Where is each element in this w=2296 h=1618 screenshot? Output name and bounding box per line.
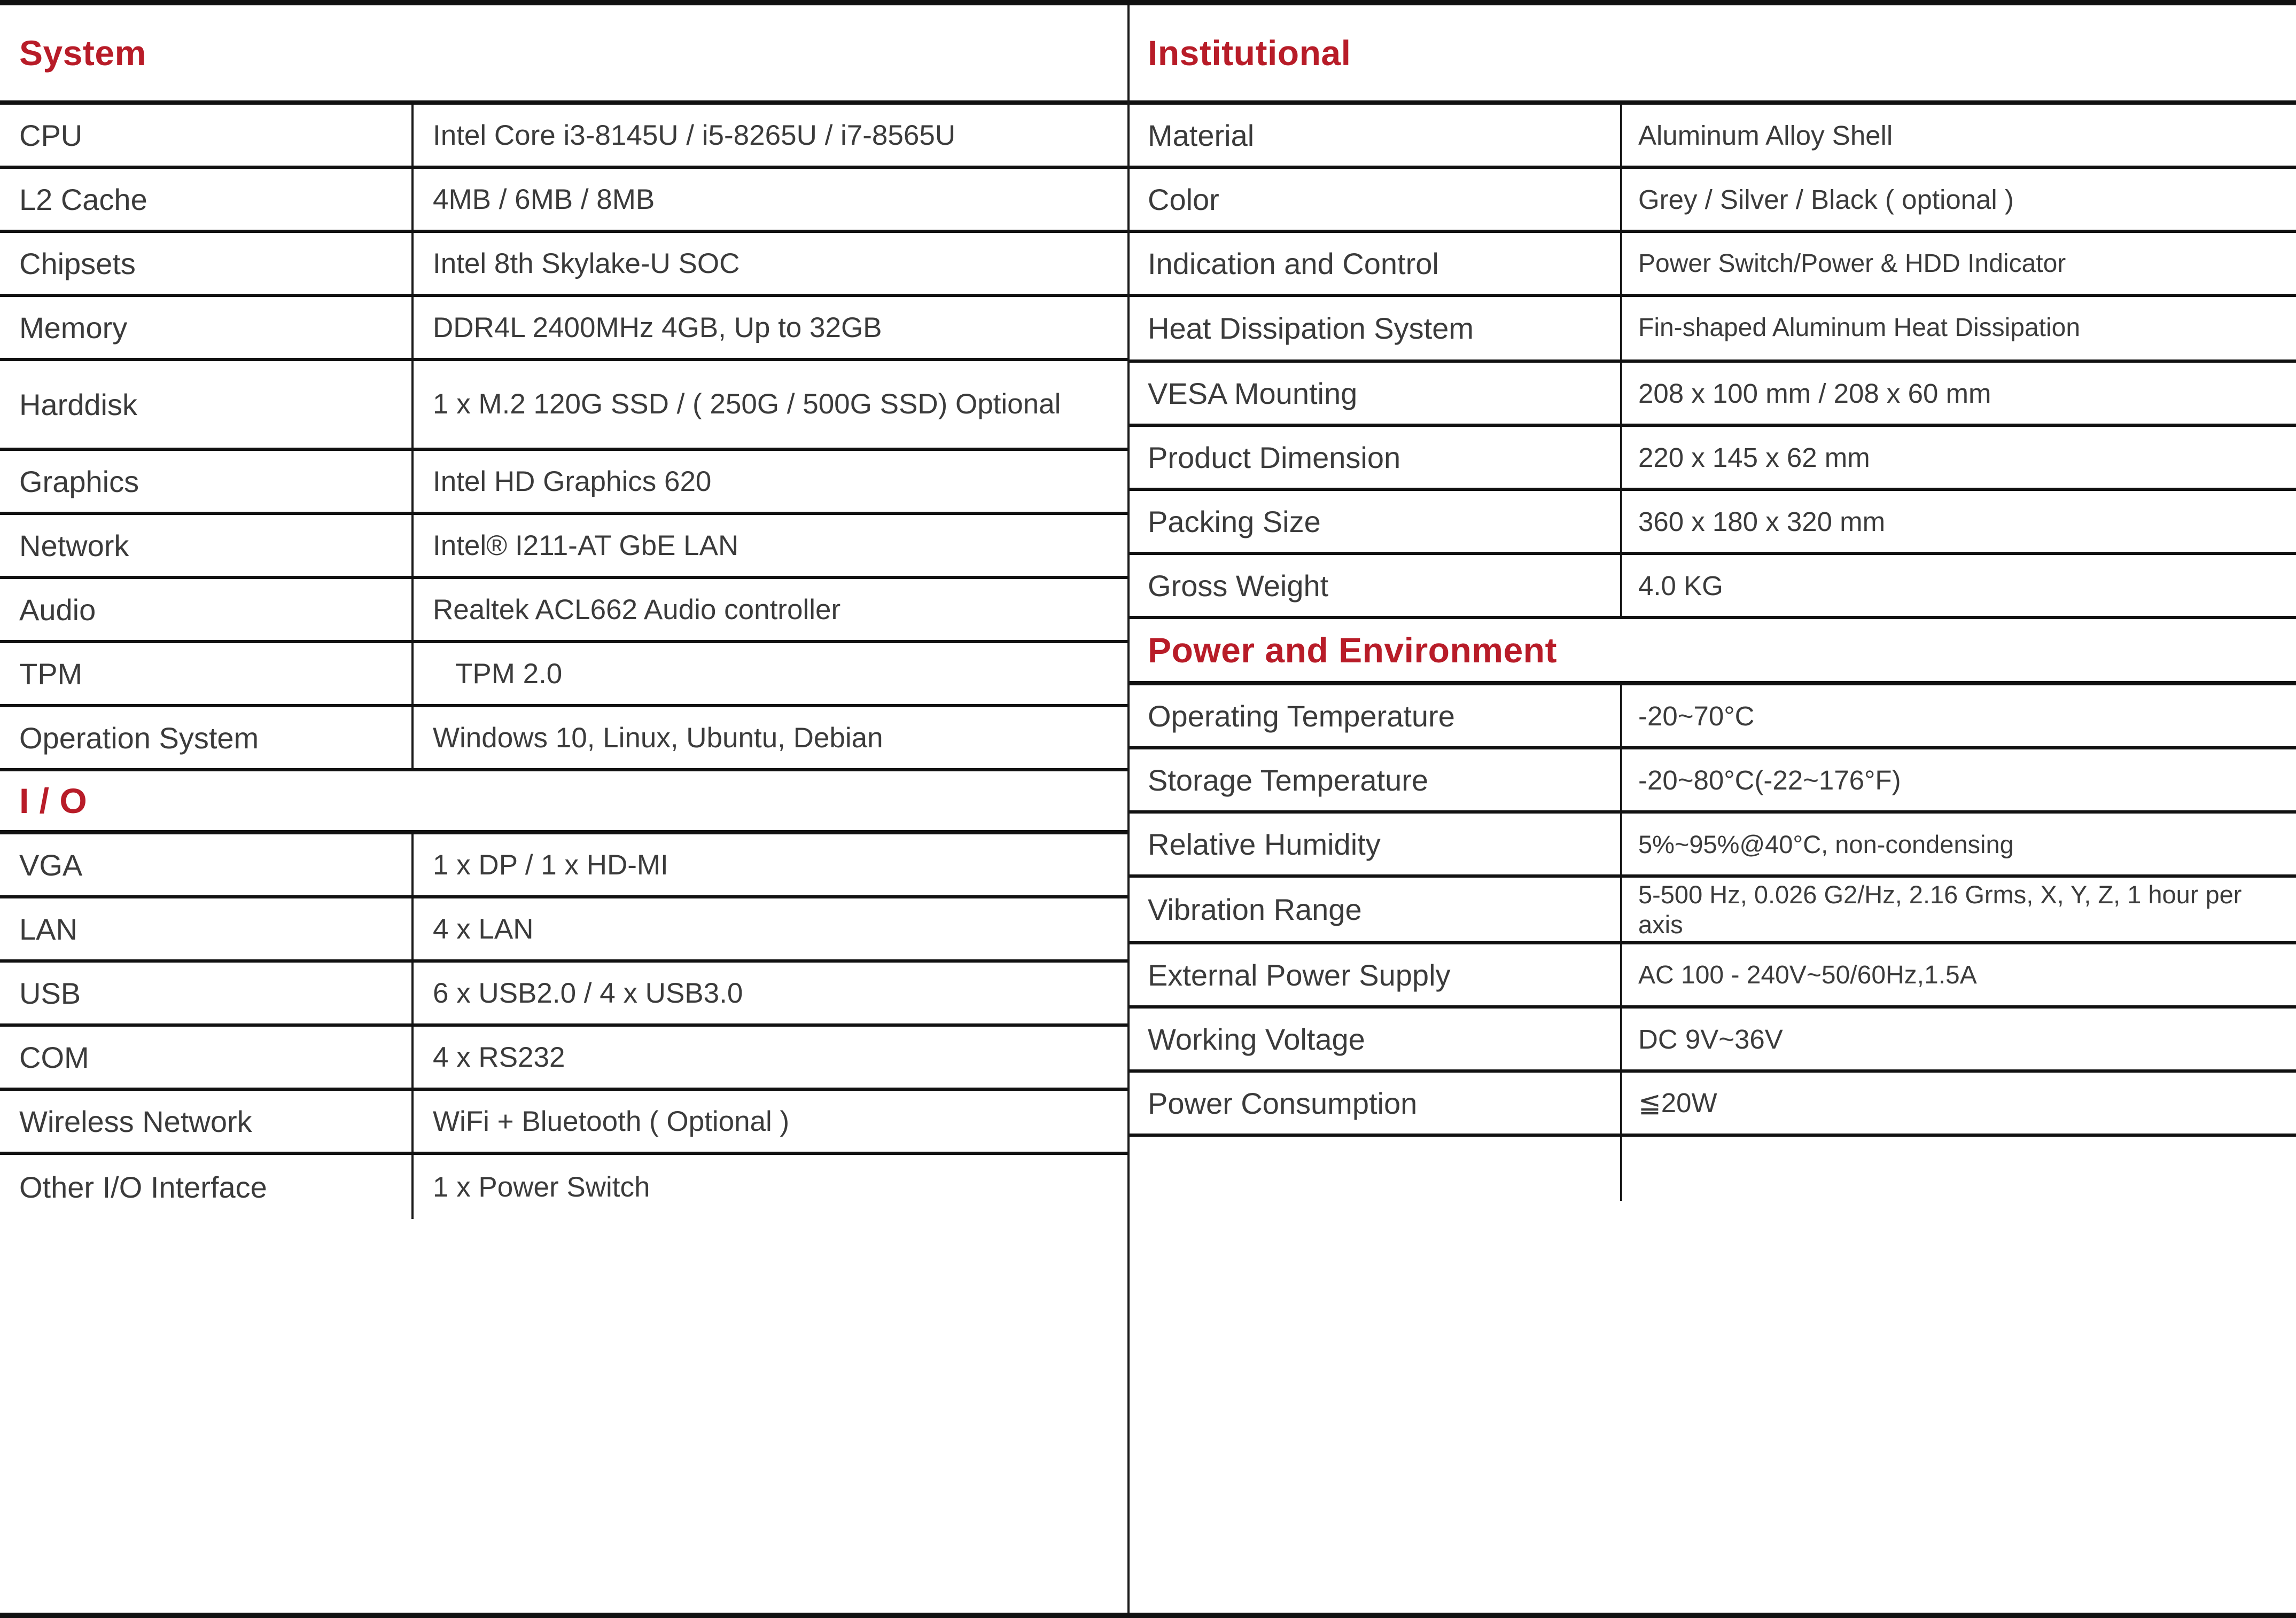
row-value-gross-weight: 4.0 KG (1620, 555, 2296, 616)
table-row (0, 643, 1127, 707)
row-label-color: Color (1148, 182, 1219, 216)
table-row (1130, 749, 2296, 814)
section-title-io: I / O (19, 781, 88, 820)
row-value-empty (1620, 1137, 2296, 1201)
row-value-power-consumption: ≦20W (1620, 1073, 2296, 1134)
row-label-gross-weight: Gross Weight (1148, 568, 1329, 603)
row-value-lan: 4 x LAN (411, 898, 1127, 959)
row-value-indication-and-control: Power Switch/Power & HDD Indicator (1620, 233, 2296, 294)
table-row (0, 361, 1127, 451)
row-label-vibration-range: Vibration Range (1148, 893, 1362, 926)
row-value-product-dimension: 220 x 145 x 62 mm (1620, 427, 2296, 488)
row-label-vga: VGA (19, 848, 83, 882)
row-value-working-voltage: DC 9V~36V (1620, 1009, 2296, 1069)
row-label-tpm: TPM (19, 656, 83, 691)
row-label-vesa-mounting: VESA Mounting (1148, 376, 1358, 410)
row-value-wireless-network: WiFi + Bluetooth ( Optional ) (411, 1091, 1127, 1152)
section-title-institutional: Institutional (1148, 33, 1351, 73)
section-header-io (0, 771, 1127, 834)
table-row (1130, 169, 2296, 233)
table-row (1130, 1073, 2296, 1137)
table-row (1130, 363, 2296, 427)
table-row (1130, 814, 2296, 878)
row-value-chipsets: Intel 8th Skylake-U SOC (411, 233, 1127, 294)
row-value-l2-cache: 4MB / 6MB / 8MB (411, 169, 1127, 230)
row-label-graphics: Graphics (19, 464, 139, 498)
row-label-empty (1130, 1137, 1620, 1201)
row-label-lan: LAN (19, 912, 77, 946)
table-row (1130, 427, 2296, 491)
row-value-network: Intel® I211-AT GbE LAN (411, 515, 1127, 576)
table-row (0, 1155, 1127, 1219)
table-row (1130, 944, 2296, 1009)
row-label-heat-dissipation-system: Heat Dissipation System (1148, 311, 1474, 345)
table-row (1130, 105, 2296, 169)
table-row (0, 898, 1127, 963)
table-row (0, 451, 1127, 515)
row-value-harddisk: 1 x M.2 120G SSD / ( 250G / 500G SSD) Optional (411, 361, 1127, 448)
row-value-relative-humidity: 5%~95%@40°C, non-condensing (1620, 814, 2296, 874)
row-value-operating-temperature: -20~70°C (1620, 685, 2296, 746)
table-row (0, 233, 1127, 297)
row-label-memory: Memory (19, 310, 128, 345)
row-label-l2-cache: L2 Cache (19, 182, 147, 216)
row-label-power-consumption: Power Consumption (1148, 1086, 1418, 1120)
row-value-packing-size: 360 x 180 x 320 mm (1620, 491, 2296, 552)
section-header-institutional (1130, 5, 2296, 105)
table-row (1130, 491, 2296, 555)
row-label-other-io-interface: Other I/O Interface (19, 1170, 267, 1204)
table-row (1130, 233, 2296, 297)
table-row (0, 834, 1127, 898)
table-row (1130, 297, 2296, 363)
table-row (1130, 878, 2296, 944)
row-label-operation-system: Operation System (19, 721, 259, 755)
row-label-external-power-supply: External Power Supply (1148, 958, 1451, 992)
row-value-external-power-supply: AC 100 - 240V~50/60Hz,1.5A (1620, 944, 2296, 1005)
row-value-cpu: Intel Core i3-8145U / i5-8265U / i7-8565U (411, 105, 1127, 166)
table-row (0, 169, 1127, 233)
section-header-system (0, 5, 1127, 105)
row-label-usb: USB (19, 976, 81, 1010)
row-label-product-dimension: Product Dimension (1148, 440, 1401, 474)
right-spec-table (1127, 5, 2296, 1613)
row-value-other-io-interface: 1 x Power Switch (411, 1155, 1127, 1219)
row-label-storage-temperature: Storage Temperature (1148, 763, 1429, 797)
table-row (0, 963, 1127, 1027)
row-label-chipsets: Chipsets (19, 246, 136, 280)
row-value-com: 4 x RS232 (411, 1027, 1127, 1088)
row-value-memory: DDR4L 2400MHz 4GB, Up to 32GB (411, 297, 1127, 358)
row-label-cpu: CPU (19, 118, 83, 152)
table-row (0, 1027, 1127, 1091)
table-row (0, 579, 1127, 643)
row-value-operation-system: Windows 10, Linux, Ubuntu, Debian (411, 707, 1127, 768)
row-label-working-voltage: Working Voltage (1148, 1022, 1365, 1056)
table-row (1130, 685, 2296, 749)
table-row (1130, 555, 2296, 619)
section-header-power-and-environment (1130, 619, 2296, 685)
left-spec-table (0, 5, 1127, 1613)
row-label-packing-size: Packing Size (1148, 504, 1321, 538)
row-value-vesa-mounting: 208 x 100 mm / 208 x 60 mm (1620, 363, 2296, 424)
table-row (0, 515, 1127, 579)
row-value-vga: 1 x DP / 1 x HD-MI (411, 834, 1127, 895)
table-row (0, 707, 1127, 771)
row-label-com: COM (19, 1040, 89, 1074)
row-label-material: Material (1148, 118, 1255, 152)
row-label-audio: Audio (19, 592, 96, 627)
section-title-power-and-environment: Power and Environment (1148, 630, 1557, 670)
row-label-relative-humidity: Relative Humidity (1148, 827, 1381, 861)
table-row (1130, 1009, 2296, 1073)
row-value-heat-dissipation-system: Fin-shaped Aluminum Heat Dissipation (1620, 297, 2296, 359)
row-value-color: Grey / Silver / Black ( optional ) (1620, 169, 2296, 230)
row-label-harddisk: Harddisk (19, 387, 137, 421)
row-value-audio: Realtek ACL662 Audio controller (411, 579, 1127, 640)
row-value-vibration-range: 5-500 Hz, 0.026 G2/Hz, 2.16 Grms, X, Y, Z, 1 hour per axis (1620, 878, 2296, 941)
row-label-network: Network (19, 528, 129, 562)
row-value-usb: 6 x USB2.0 / 4 x USB3.0 (411, 963, 1127, 1023)
table-row (0, 105, 1127, 169)
table-row-empty (1130, 1137, 2296, 1201)
table-row (0, 1091, 1127, 1155)
row-value-graphics: Intel HD Graphics 620 (411, 451, 1127, 512)
row-label-wireless-network: Wireless Network (19, 1104, 252, 1138)
row-value-material: Aluminum Alloy Shell (1620, 105, 2296, 166)
table-row (0, 297, 1127, 361)
row-label-operating-temperature: Operating Temperature (1148, 699, 1455, 733)
row-label-indication-and-control: Indication and Control (1148, 246, 1439, 280)
row-value-tpm: TPM 2.0 (411, 643, 1127, 704)
row-value-storage-temperature: -20~80°C(-22~176°F) (1620, 749, 2296, 810)
section-title-system: System (19, 33, 146, 73)
